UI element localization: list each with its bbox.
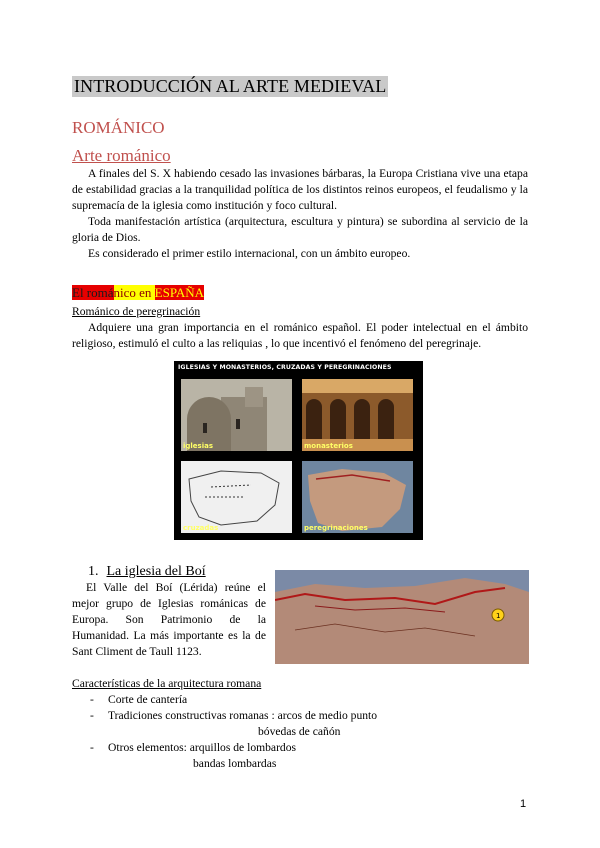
paragraph-intro: A finales del S. X habiendo cesado las invasiones bárbaras, la Europa Cristiana vive una etapa de estabilidad gracias a la tranquilidad política de los distintos reinos europeos, el feudalismo y la supremacía de la iglesia como institución y foco cultural. — [72, 167, 528, 212]
pilgrimage-map — [302, 461, 413, 533]
paragraph-manifestacion: Toda manifestación artística (arquitectura, escultura y pintura) se subordina al servicio de la gloria de Dios. — [72, 215, 528, 244]
section-heading-romanico: ROMÁNICO — [72, 118, 165, 137]
architecture-heading: Características de la arquitectura romana — [72, 677, 262, 690]
list-continuation: bandas lombardas — [193, 757, 277, 770]
list-continuation: bóvedas de cañón — [258, 725, 341, 738]
pilgrimage-heading: Románico de peregrinación — [72, 305, 201, 318]
church-illustration — [181, 379, 292, 451]
route-map-graphic — [275, 570, 529, 664]
crusades-map-sketch — [181, 461, 292, 533]
page-title: INTRODUCCIÓN AL ARTE MEDIEVAL — [74, 76, 387, 96]
tile-monasterios — [302, 379, 413, 451]
tile-label-peregrinaciones: peregrinaciones — [304, 524, 368, 532]
list-item — [90, 740, 296, 756]
list-item-text: Corte de cantería — [108, 693, 188, 706]
spain-heading-part2: nico en — [113, 285, 155, 300]
spain-heading — [72, 285, 204, 301]
boi-section-number: 1. — [88, 564, 99, 579]
list-item-text: Tradiciones constructivas romanas : arcos de medio punto — [108, 709, 378, 722]
subsection-heading-arte-romanico: Arte románico — [72, 146, 171, 165]
tile-label-monasterios: monasterios — [304, 442, 353, 450]
paragraph-boi: El Valle del Boí (Lérida) reúne el mejor grupo de Iglesias románicas de Europa. Son Patrimonio de la Humanidad. La más importante es la de Sant Climent de Taull 1123. — [72, 581, 266, 658]
collage-title: IGLESIAS Y MONASTERIOS, CRUZADAS Y PEREGRINACIONES — [178, 364, 392, 371]
page-number: 1 — [520, 798, 527, 810]
spain-heading-part3: ESPAÑA — [154, 285, 205, 300]
list-dash: - — [90, 741, 94, 754]
spain-route-map — [275, 570, 529, 664]
boi-section-heading — [88, 563, 206, 580]
map-marker-label: 1 — [496, 612, 501, 620]
spain-heading-part1: El romá — [72, 285, 114, 300]
boi-section-title: La iglesia del Boí — [106, 564, 206, 579]
list-dash: - — [90, 693, 94, 706]
cloister-illustration — [302, 379, 413, 451]
tile-cruzadas — [181, 461, 292, 533]
collage-image — [174, 361, 423, 540]
tile-label-cruzadas: cruzadas — [183, 524, 219, 532]
tile-peregrinaciones — [302, 461, 413, 533]
paragraph-peregrinacion: Adquiere una gran importancia en el románico español. El poder intelectual en el ámbito religioso, estimuló el culto a las reliquias , lo que incentivó el fenómeno del peregrinaje. — [72, 321, 528, 350]
list-dash: - — [90, 709, 94, 722]
list-item — [90, 692, 187, 708]
list-item — [90, 708, 377, 724]
list-item-text: Otros elementos: arquillos de lombardos — [108, 741, 297, 754]
paragraph-estilo: Es considerado el primer estilo internacional, con un ámbito europeo. — [88, 247, 411, 260]
tile-iglesias — [181, 379, 292, 451]
tile-label-iglesias: iglesias — [183, 442, 214, 450]
